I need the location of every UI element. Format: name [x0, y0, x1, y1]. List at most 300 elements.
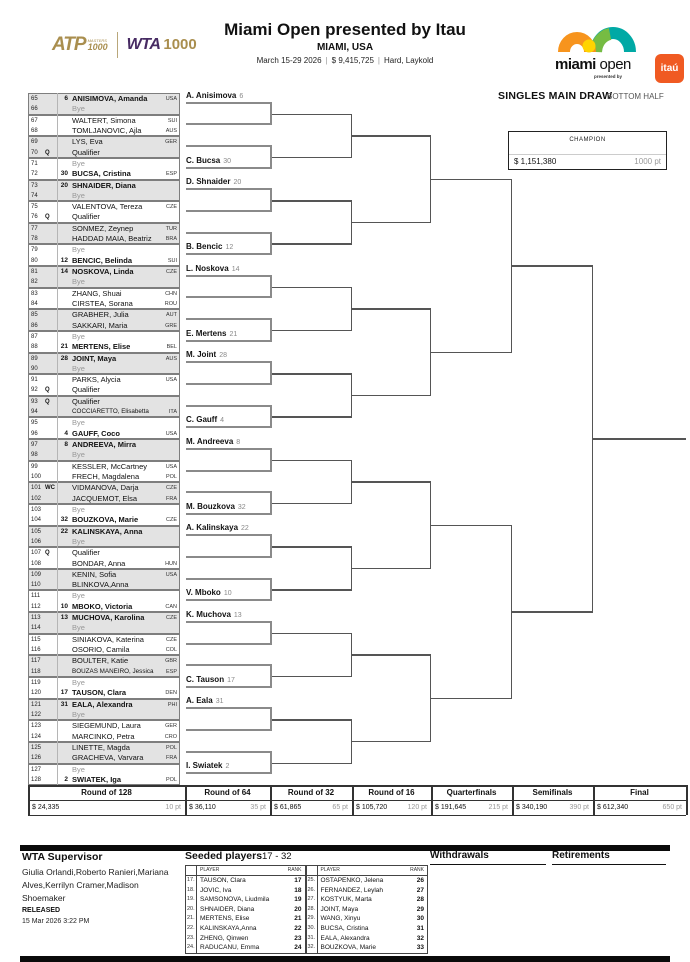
- player-country: SUI: [167, 257, 177, 264]
- draw-row: [29, 224, 179, 234]
- seeded-player-name: WANG, Xinyu: [320, 915, 361, 923]
- player-country: USA: [165, 377, 177, 384]
- row-number: 86: [31, 322, 38, 329]
- seed-number: 17.: [186, 876, 197, 886]
- draw-pair-block: [28, 223, 180, 245]
- draw-row-bye: [29, 245, 179, 255]
- player-name: LYS, Eva: [72, 137, 103, 147]
- player-name: ANDREEVA, Mirra: [72, 440, 137, 450]
- seeded-player-row: [307, 895, 428, 905]
- draw-row-bye: [29, 765, 179, 775]
- player-country: ESP: [165, 668, 177, 675]
- draw-row: [29, 472, 179, 482]
- draw-row-bye: [29, 505, 179, 515]
- player-name: Bye: [72, 158, 85, 168]
- seeded-player-rank: 19: [294, 896, 302, 904]
- semifinal-line: [512, 611, 593, 613]
- player-name: Bye: [72, 245, 85, 255]
- entry-marker: Q: [45, 214, 50, 221]
- seeded-player-row: [307, 924, 428, 934]
- draw-row: [29, 342, 179, 352]
- player-name: BOUZKOVA, Marie: [72, 515, 139, 525]
- table-border: [686, 785, 688, 815]
- seeded-player-row: [186, 886, 305, 896]
- draw-pair-block: [28, 353, 180, 375]
- player-country: PHI: [167, 701, 177, 708]
- row-number: 104: [31, 517, 42, 524]
- player-country: HUN: [165, 560, 177, 567]
- r32-line: [272, 633, 352, 635]
- player-country: TUR: [165, 225, 177, 232]
- draw-row: [29, 656, 179, 666]
- champion-points: 1000 pt: [634, 157, 661, 166]
- draw-pair-block: [28, 180, 180, 202]
- player-country: AUT: [166, 312, 177, 319]
- row-number: 121: [31, 701, 42, 708]
- seeded-player-rank: 29: [416, 905, 424, 913]
- player-name: LINETTE, Magda: [72, 742, 130, 752]
- round64-winner-name: C. Bucsa 30: [186, 155, 232, 165]
- player-name: PARKS, Alycia: [72, 375, 121, 385]
- row-number: 98: [31, 452, 38, 459]
- player-country: GER: [165, 139, 177, 146]
- draw-row-bye: [29, 678, 179, 688]
- seeded-player-row: [186, 876, 305, 886]
- round-label: Round of 32: [287, 788, 335, 797]
- player-name: Qualifier: [72, 147, 100, 157]
- draw-pair-block: [28, 309, 180, 331]
- player-name: JOINT, Maya: [72, 353, 117, 363]
- seeded-player-name: KOSTYUK, Marta: [320, 896, 372, 904]
- r64-slot-line: [186, 513, 272, 515]
- player-country: CZE: [166, 517, 177, 524]
- divider-bar-bottom: [20, 956, 670, 962]
- player-country: ESP: [165, 171, 177, 178]
- row-number: 112: [31, 603, 41, 610]
- round-label: Quarterfinals: [446, 788, 497, 797]
- r64-slot-line: [186, 534, 272, 536]
- r64-slot-line: [186, 167, 272, 169]
- seeded-player-name: EALA, Alexandra: [320, 934, 370, 942]
- seed-number: 19.: [186, 895, 197, 905]
- draw-pair-block: [28, 504, 180, 526]
- draw-pair-block: [28, 612, 180, 634]
- draw-row: [29, 126, 179, 136]
- draw-row: [29, 483, 179, 493]
- player-name: Bye: [72, 504, 85, 514]
- r32-line: [272, 330, 352, 332]
- r64-slot-line: [186, 383, 272, 385]
- draw-row: [29, 721, 179, 731]
- seed-number: 30.: [307, 924, 318, 934]
- seeded-player-rank: 22: [294, 924, 302, 932]
- player-name: Bye: [72, 450, 85, 460]
- seeded-player-name: KALINSKAYA,Anna: [200, 924, 257, 932]
- row-number: 95: [31, 420, 38, 427]
- player-name: Qualifier: [72, 396, 100, 406]
- row-number: 74: [31, 192, 38, 199]
- player-name: Bye: [72, 764, 85, 774]
- row-number: 76: [31, 214, 38, 221]
- r64-slot-line: [186, 729, 272, 731]
- round64-winner-name: M. Andreeva 8: [186, 436, 241, 446]
- player-name: WALTERT, Simona: [72, 115, 136, 125]
- r16-line: [352, 395, 431, 397]
- seeded-player-rank: 18: [294, 886, 302, 894]
- seeded-player-name: FERNANDEZ, Leylah: [320, 886, 383, 894]
- presented-by-label: presented by: [594, 74, 623, 79]
- r64-slot-line: [186, 664, 272, 666]
- player-country: CAN: [165, 603, 177, 610]
- seed-number: 18.: [186, 886, 197, 896]
- entry-seed: 28: [60, 354, 68, 362]
- draw-row: [29, 548, 179, 558]
- round64-winner-name: A. Anisimova 6: [186, 90, 244, 100]
- draw-pair-block: [28, 634, 180, 656]
- player-name: BONDAR, Anna: [72, 558, 126, 568]
- released-date: 15 Mar 2026 3:22 PM: [22, 918, 90, 925]
- draw-pair-block: [28, 655, 180, 677]
- seeded-players-table: [185, 865, 428, 954]
- r64-slot-line: [186, 275, 272, 277]
- entry-seed: 2: [64, 775, 68, 783]
- player-name: KALINSKAYA, Anna: [72, 526, 143, 536]
- draw-row: [29, 289, 179, 299]
- r64-slot-line: [186, 686, 272, 688]
- player-name: CIRSTEA, Sorana: [72, 298, 133, 308]
- row-number: 99: [31, 463, 38, 470]
- r64-slot-line: [186, 188, 272, 190]
- round-label: Round of 128: [81, 788, 132, 797]
- draw-pair-block: [28, 677, 180, 699]
- r32-line: [272, 287, 352, 289]
- draw-row: [29, 580, 179, 590]
- player-country: CZE: [166, 269, 177, 276]
- r64-slot-line: [186, 296, 272, 298]
- seed-number: 24.: [186, 943, 197, 953]
- draw-pair-block: [28, 266, 180, 288]
- round64-winner-name: C. Gauff 4: [186, 415, 225, 425]
- row-number: 83: [31, 290, 38, 297]
- draw-row: [29, 202, 179, 212]
- draw-row-bye: [29, 159, 179, 169]
- row-number: 73: [31, 182, 38, 189]
- quarterfinal-line: [431, 179, 512, 181]
- row-number: 106: [31, 538, 42, 545]
- player-name: BUCSA, Cristina: [72, 169, 131, 179]
- row-number: 114: [31, 625, 41, 632]
- entry-seed: 32: [60, 516, 68, 524]
- player-name: BENCIC, Belinda: [72, 255, 133, 265]
- round-label: Final: [630, 788, 649, 797]
- miami-open-arches-icon: [552, 8, 652, 56]
- round-prize: $ 340,190: [516, 804, 548, 811]
- player-name: Bye: [72, 418, 85, 428]
- row-number: 127: [31, 766, 42, 773]
- draw-pair-block: [28, 482, 180, 504]
- round-label: Semifinals: [532, 788, 573, 797]
- draw-row: [29, 321, 179, 331]
- seeded-player-name: OSTAPENKO, Jelena: [320, 877, 384, 884]
- row-number: 107: [31, 550, 42, 557]
- row-number: 80: [31, 257, 38, 264]
- draw-row-bye: [29, 418, 179, 428]
- r64-slot-line: [186, 426, 272, 428]
- r32-line: [272, 503, 352, 505]
- r64-slot-line: [186, 556, 272, 558]
- round64-winner-name: A. Kalinskaya 22: [186, 523, 249, 533]
- seeded-player-rank: 28: [416, 896, 424, 904]
- seeded-player-name: RADUCANU, Emma: [200, 944, 260, 952]
- tournament-location: MIAMI, USA: [316, 42, 374, 53]
- draw-pair-block: [28, 590, 180, 612]
- player-name: MBOKO, Victoria: [72, 601, 133, 611]
- tournament-title: Miami Open presented by Itau: [224, 20, 466, 39]
- entry-marker: Q: [45, 398, 50, 405]
- seeded-player-name: JOVIC, Iva: [200, 886, 232, 894]
- round64-winner-name: M. Bouzkova 32: [186, 501, 246, 511]
- draw-row: [29, 169, 179, 179]
- row-number: 87: [31, 333, 38, 340]
- seeded-table-header: PLAYER RANK: [186, 866, 305, 876]
- draw-row-bye: [29, 591, 179, 601]
- player-name: MUCHOVA, Karolina: [72, 613, 145, 623]
- round64-winner-name: I. Swiatek 2: [186, 761, 230, 771]
- itau-logo: itaú: [655, 54, 684, 83]
- player-country: USA: [165, 96, 177, 102]
- round-points: 65 pt: [332, 804, 348, 811]
- row-number: 120: [31, 690, 42, 697]
- draw-row: [29, 375, 179, 385]
- seeded-player-row: [186, 895, 305, 905]
- r32-line: [272, 546, 352, 548]
- row-number: 70: [31, 149, 38, 156]
- draw-row: [29, 645, 179, 655]
- player-country: FRA: [166, 495, 177, 502]
- player-country: USA: [165, 571, 177, 578]
- player-name: JACQUEMOT, Elsa: [72, 493, 138, 503]
- draw-row: [29, 635, 179, 645]
- draw-row: [29, 385, 179, 395]
- semifinal-line: [512, 265, 593, 267]
- round-prize-cell: [431, 801, 512, 815]
- champion-label: CHAMPION: [569, 137, 606, 143]
- player-country: USA: [165, 463, 177, 470]
- round-prize: $ 105,720: [356, 804, 388, 811]
- entry-seed: 14: [60, 268, 68, 276]
- player-country: CHN: [165, 290, 177, 297]
- round-prize: $ 191,645: [435, 804, 467, 811]
- seeded-player-name: SHNAIDER, Diana: [200, 905, 255, 913]
- seeded-player-rank: 17: [294, 877, 302, 884]
- player-name: TOMLJANOVIC, Ajla: [72, 125, 142, 135]
- row-number: 92: [31, 387, 38, 394]
- player-name: Qualifier: [72, 212, 100, 222]
- row-number: 102: [31, 495, 42, 502]
- draw-row: [29, 407, 179, 417]
- draw-pair-block: [28, 244, 180, 266]
- draw-row-bye: [29, 104, 179, 114]
- r64-slot-line: [186, 491, 272, 493]
- r32-line: [272, 114, 352, 116]
- draw-row: [29, 527, 179, 537]
- r32-line: [272, 157, 352, 159]
- round64-winner-name: A. Eala 31: [186, 696, 224, 706]
- champion-box: [508, 131, 667, 170]
- player-name: VALENTOVA, Tereza: [72, 202, 143, 212]
- final-line: [593, 438, 686, 440]
- round64-winner-name: L. Noskova 14: [186, 263, 240, 273]
- player-name: Bye: [72, 104, 85, 114]
- round-prize: $ 612,340: [597, 804, 629, 811]
- round-prize-cell: [185, 801, 270, 815]
- draw-subtitle: BOTTOM HALF: [607, 92, 664, 101]
- r64-slot-line: [186, 340, 272, 342]
- seeded-player-rank: 30: [416, 915, 424, 923]
- r64-slot-line: [186, 470, 272, 472]
- seeded-table-header: PLAYER RANK: [307, 866, 428, 876]
- round-prize: $ 36,110: [189, 804, 216, 811]
- seeded-player-rank: 26: [416, 877, 424, 884]
- seeded-player-rank: 31: [416, 924, 424, 932]
- r64-slot-line: [186, 772, 272, 774]
- draw-row: [29, 613, 179, 623]
- row-number: 81: [31, 269, 38, 276]
- row-number: 124: [31, 733, 42, 740]
- supervisor-names: Giulia Orlandi,Roberto Ranieri,Mariana Alves,Kerrilyn Cramer,Madison Shoemaker: [22, 867, 169, 903]
- draw-row: [29, 559, 179, 569]
- player-name: Bye: [72, 678, 85, 687]
- draw-row: [29, 397, 179, 407]
- round-points: 120 pt: [407, 804, 427, 811]
- player-name: BOUZAS MANEIRO, Jessica: [72, 667, 154, 675]
- player-name: HADDAD MAIA, Beatriz: [72, 234, 152, 244]
- draw-row: [29, 743, 179, 753]
- row-number: 116: [31, 647, 41, 654]
- draw-row: [29, 440, 179, 450]
- row-number: 126: [31, 755, 42, 762]
- draw-pair-block: [28, 158, 180, 180]
- player-name: Bye: [72, 190, 85, 200]
- row-number: 125: [31, 744, 42, 751]
- r64-slot-line: [186, 210, 272, 212]
- row-number: 117: [31, 658, 41, 665]
- r64-slot-line: [186, 578, 272, 580]
- player-name: TAUSON, Clara: [72, 688, 127, 698]
- seeded-player-name: TAUSON, Clara: [200, 877, 246, 884]
- seeded-player-name: MERTENS, Elise: [200, 915, 250, 923]
- row-number: 66: [31, 106, 38, 113]
- row-number: 108: [31, 560, 42, 567]
- row-number: 97: [31, 442, 38, 449]
- draw-pair-block: [28, 115, 180, 137]
- row-number: 118: [31, 668, 41, 675]
- draw-row: [29, 116, 179, 126]
- entry-marker: Q: [45, 149, 50, 156]
- draw-row: [29, 775, 179, 785]
- row-number: 115: [31, 636, 41, 643]
- draw-row: [29, 494, 179, 504]
- player-country: POL: [165, 474, 177, 480]
- row-number: 69: [31, 139, 38, 146]
- draw-pair-block: [28, 569, 180, 591]
- player-name: Qualifier: [72, 385, 100, 395]
- player-name: SWIATEK, Iga: [72, 774, 122, 784]
- row-number: 75: [31, 204, 38, 211]
- row-number: 85: [31, 312, 38, 319]
- entry-seed: 30: [60, 170, 68, 178]
- draw-row: [29, 212, 179, 222]
- round-prize-cell: [593, 801, 686, 815]
- entry-seed: 21: [60, 343, 68, 351]
- r64-slot-line: [186, 751, 272, 753]
- player-country: SUI: [167, 117, 177, 124]
- round-points: 35 pt: [250, 804, 266, 811]
- draw-row: [29, 299, 179, 309]
- tournament-details: March 15-29 2026 | $ 9,415,725 | Hard, Laykold: [256, 56, 434, 65]
- draw-pair-block: [28, 288, 180, 310]
- player-name: COCCIARETTO, Elisabetta: [72, 408, 149, 416]
- r32-line: [272, 200, 352, 202]
- draw-pair-block: [28, 742, 180, 764]
- player-country: AUS: [165, 355, 177, 362]
- player-name: SINIAKOVA, Katerina: [72, 634, 144, 644]
- draw-pair-block: [28, 136, 180, 158]
- draw-row: [29, 429, 179, 439]
- draw-row: [29, 667, 179, 677]
- player-country: FRA: [166, 755, 177, 762]
- seeded-player-row: [307, 905, 428, 915]
- entry-marker: Q: [45, 387, 50, 394]
- r64-slot-line: [186, 707, 272, 709]
- draw-row-bye: [29, 623, 179, 633]
- row-number: 79: [31, 247, 38, 254]
- r64-slot-line: [186, 448, 272, 450]
- seeded-player-rank: 32: [416, 934, 424, 942]
- row-number: 128: [31, 776, 42, 783]
- row-number: 67: [31, 117, 38, 124]
- round-points: 215 pt: [488, 804, 508, 811]
- row-number: 78: [31, 236, 38, 243]
- draw-row: [29, 462, 179, 472]
- row-number: 91: [31, 377, 38, 384]
- draw-pair-block: [28, 526, 180, 548]
- seeded-player-name: BOUZKOVA, Marie: [320, 944, 377, 952]
- seed-number: 23.: [186, 934, 197, 944]
- draw-row: [29, 256, 179, 266]
- draw-pair-block: [28, 93, 180, 115]
- supervisor-title: WTA Supervisor: [22, 851, 103, 863]
- round-prize-cell: [512, 801, 593, 815]
- player-country: AUS: [165, 127, 177, 134]
- player-country: BEL: [166, 344, 177, 351]
- r32-line: [272, 763, 352, 765]
- player-name: SHNAIDER, Diana: [72, 180, 136, 190]
- row-number: 68: [31, 127, 38, 134]
- seeded-player-name: JOINT, Maya: [320, 905, 359, 913]
- seeded-player-rank: 33: [416, 944, 424, 952]
- row-number: 90: [31, 365, 38, 372]
- quarterfinal-line: [431, 525, 512, 527]
- draw-row-bye: [29, 364, 179, 374]
- player-name: FRECH, Magdalena: [72, 472, 140, 481]
- draw-row-bye: [29, 710, 179, 720]
- draw-row: [29, 354, 179, 364]
- row-number: 103: [31, 506, 42, 513]
- row-number: 119: [31, 680, 41, 686]
- round64-winner-name: C. Tauson 17: [186, 674, 235, 684]
- round64-winner-name: M. Joint 28: [186, 350, 228, 360]
